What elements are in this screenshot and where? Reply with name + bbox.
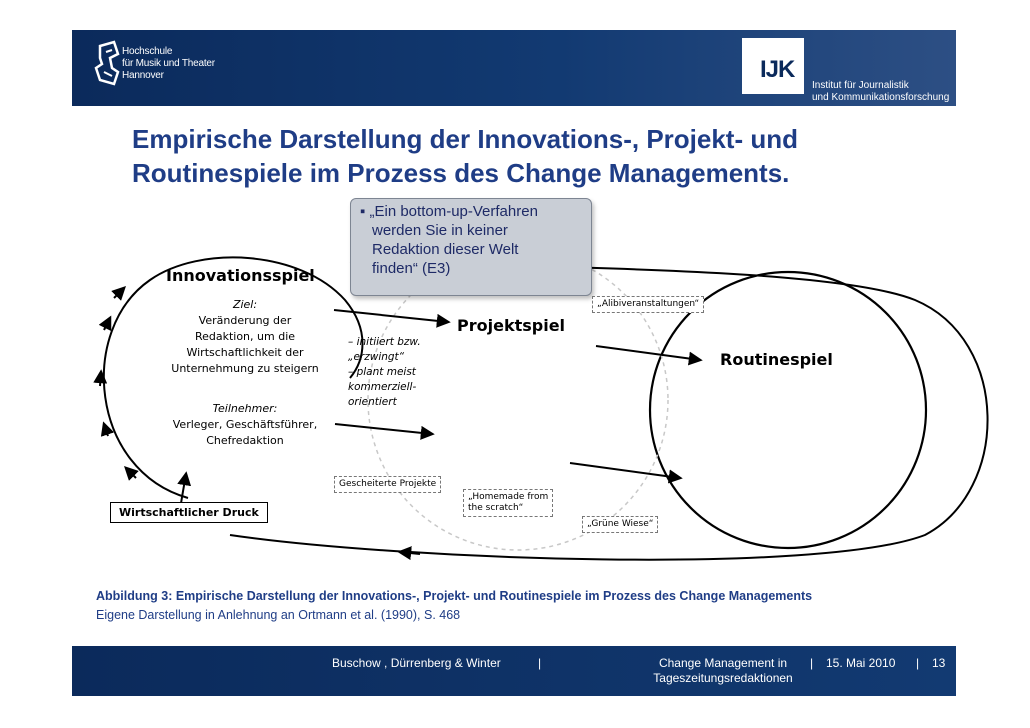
quote-callout-text <box>360 202 585 278</box>
goal-line-2: Redaktion, um die <box>194 330 296 343</box>
alibi-label: „Alibiveranstaltungen“ <box>592 296 704 313</box>
footer-separator-2: | <box>810 656 814 670</box>
slide-title-line-1: Empirische Darstellung der Innovations-, Projekt- und <box>132 124 798 154</box>
footer-page-number: 13 <box>932 656 946 670</box>
initiated-note <box>348 335 421 410</box>
hmtm-line-1: Hochschule <box>122 46 173 57</box>
arrow-lower-to-project <box>335 424 432 434</box>
footer-band <box>72 646 956 696</box>
innovation-cycle <box>104 257 363 498</box>
cycle-arrow-2 <box>114 288 124 298</box>
homemade-line-2: the scratch“ <box>468 503 524 513</box>
footer-separator-3: | <box>916 656 920 670</box>
goal-line-3: Wirtschaftlichkeit der <box>186 346 304 359</box>
innovation-participants <box>150 401 340 449</box>
initiated-line-2: „erzwingt“ <box>348 351 405 363</box>
hmtm-line-3: Hannover <box>122 70 164 81</box>
footer-topic-line-2: Tageszeitungsredaktionen <box>653 671 793 685</box>
figure-caption-source: Eigene Darstellung in Anlehnung an Ortmann et al. (1990), S. 468 <box>96 608 461 622</box>
slide-title-line-2: Routinespiele im Prozess des Change Managements. <box>132 158 790 188</box>
homemade-line-1: „Homemade from <box>468 492 549 502</box>
callout-line-1: „Ein bottom-up-Verfahren <box>369 203 538 220</box>
footer-topic-line-1: Change Management in <box>658 656 788 670</box>
goal-line-4: Unternehmung zu steigern <box>171 362 319 375</box>
footer-topic <box>638 656 808 686</box>
footer-authors: Buschow , Dürrenberg & Winter <box>332 656 501 670</box>
initiated-line-4: kommerziell- <box>348 381 417 393</box>
ijk-logo-text: IJK <box>760 56 795 83</box>
ijk-line-2: und Kommunikationsforschung <box>812 92 950 103</box>
homemade-label <box>463 489 553 517</box>
initiated-line-5: orientiert <box>348 396 397 408</box>
footer-separator-1: | <box>538 656 542 670</box>
economic-pressure-box: Wirtschaftlicher Druck <box>110 502 268 523</box>
innovation-goal <box>150 297 340 377</box>
cycle-arrow-3 <box>100 372 101 386</box>
goal-label: Ziel: <box>232 298 258 311</box>
routine-circle <box>650 272 926 548</box>
hmtm-line-2: für Musik und Theater <box>122 58 215 69</box>
initiated-line-1: – initiiert bzw. <box>348 336 421 348</box>
goal-line-1: Veränderung der <box>198 314 292 327</box>
participants-line-1: Verleger, Geschäftsführer, <box>172 418 318 431</box>
participants-line-2: Chefredaktion <box>206 434 284 447</box>
routine-title: Routinespiel <box>720 350 833 369</box>
project-title: Projektspiel <box>457 316 566 335</box>
cycle-arrow-1 <box>104 318 110 330</box>
ijk-line-1: Institut für Journalistik <box>812 80 909 91</box>
green-field-label: „Grüne Wiese“ <box>582 516 658 533</box>
failed-projects-label: Gescheiterte Projekte <box>334 476 441 493</box>
arrow-project-to-routine <box>596 346 700 360</box>
callout-line-2: werden Sie in keiner <box>372 222 508 239</box>
figure-caption-title: Abbildung 3: Empirische Darstellung der Innovations-, Projekt- und Routinespiele im Prozess des Change Managements <box>96 589 813 603</box>
callout-bullet: ▪ <box>360 203 366 220</box>
initiated-line-3: – plant meist <box>348 366 416 378</box>
participants-label: Teilnehmer: <box>212 402 278 415</box>
innovation-title: Innovationsspiel <box>166 266 315 285</box>
callout-line-4: finden“ (E3) <box>372 260 451 277</box>
cycle-arrow-4 <box>104 424 108 436</box>
callout-line-3: Redaktion dieser Welt <box>372 241 519 258</box>
cycle-arrow-5 <box>126 468 136 478</box>
footer-date: 15. Mai 2010 <box>826 656 896 670</box>
